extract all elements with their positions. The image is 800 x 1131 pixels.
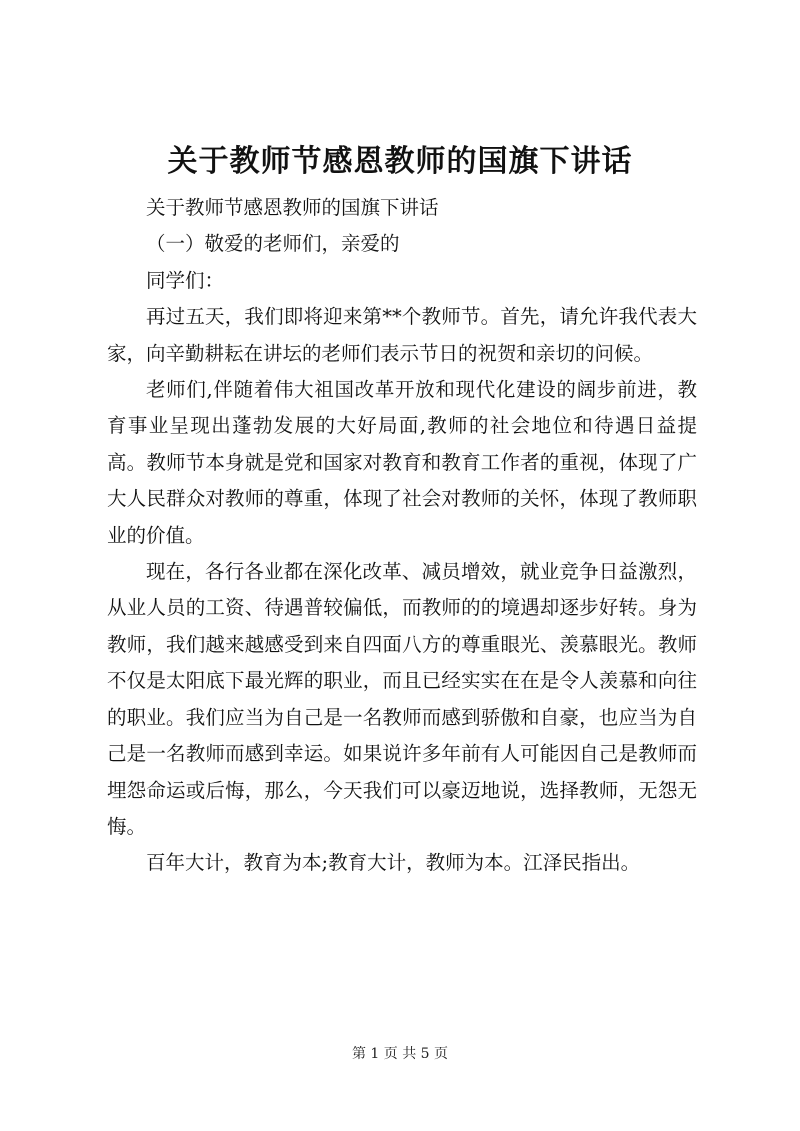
paragraph-salutation-2: 同学们： [146, 268, 225, 292]
document-title: 关于教师节感恩教师的国旗下讲话 [167, 144, 633, 179]
paragraph-3: 现在，各行各业都在深化改革、减员增效，就业竞争日益激烈，从业人员的工资、待遇普较偏低，而教师的的境遇却逐步好转。身为教师，我们越来越感受到来自四面八方的尊重眼光、羡慕眼光。教师不仅是太阳底下最光辉的职业，而且已经实实在在是令人羡慕和向往的职业。我们应当为自己是一名教师而感到骄傲和自豪，也应当为自己是一名教师而感到幸运。如果说许多年前有人可能因自己是教师而埋怨命运或后悔，那么，今天我们可以豪迈地说，选择教师，无怨无悔。 [107, 560, 697, 838]
paragraph-4: 百年大计，教育为本;教育大计，教师为本。江泽民指出。 [146, 851, 641, 875]
paragraph-subtitle: 关于教师节感恩教师的国旗下讲话 [146, 196, 439, 219]
paragraph-1: 再过五天，我们即将迎来第**个教师节。首先，请允许我代表大家，向辛勤耕耘在讲坛的老师们表示节日的祝贺和亲切的问候。 [107, 305, 697, 365]
document-body [107, 190, 697, 882]
paragraph-2: 老师们,伴随着伟大祖国改革开放和现代化建设的阔步前进，教育事业呈现出蓬勃发展的大好局面,教师的社会地位和待遇日益提高。教师节本身就是党和国家对教育和教育工作者的重视，体现了广大人民群众对教师的尊重，体现了社会对教师的关怀，体现了教师职业的价值。 [107, 378, 697, 547]
page-number: 第 1 页 共 5 页 [351, 1046, 449, 1062]
paragraph-salutation-1: （一）敬爱的老师们，亲爱的 [146, 232, 400, 256]
